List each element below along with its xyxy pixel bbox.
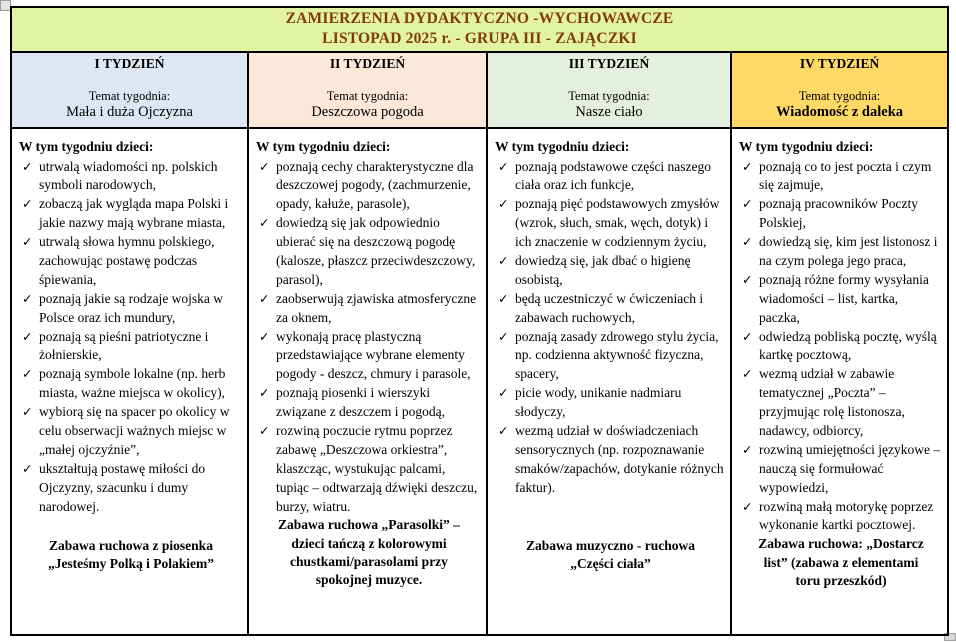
checklist-item-text: utrwalą wiadomości np. polskich symboli narodowych,	[39, 158, 218, 193]
checklist-item-text: poznają symbole lokalne (np. herb miasta, ważne miejsca w okolicy),	[39, 366, 226, 401]
week-header-row	[11, 52, 948, 128]
checklist-item	[739, 365, 943, 441]
week-4-activity: Zabawa ruchowa: „Dostarcz list” (zabawa z elementami toru przeszkód)	[758, 536, 924, 588]
week-4-name: IV TYDZIEŃ	[799, 55, 880, 71]
check-icon: ✓	[259, 329, 270, 344]
checklist-item-text: poznają podstawowe części naszego ciała oraz ich funkcje,	[515, 158, 712, 193]
check-icon: ✓	[742, 329, 753, 344]
document-title-line-2: LISTOPAD 2025 r. - GRUPA III - ZAJĄCZKI	[322, 29, 637, 47]
checklist-item-text: dowiedzą się jak odpowiednio ubierać się na deszczową pogodę (kalosze, płaszcz przeciwdeszczowy, parasol),	[276, 215, 476, 287]
week-body-row	[11, 128, 948, 635]
week-2-name: II TYDZIEŃ	[329, 55, 406, 71]
checklist-item-text: picie wody, unikanie nadmiaru słodyczy,	[515, 385, 682, 420]
checklist-item-text: poznają różne formy wysyłania wiadomości – list, kartka, paczka,	[759, 271, 929, 325]
check-icon: ✓	[742, 367, 753, 382]
checklist-item-text: poznają cechy charakterystyczne dla deszczowej pogody, (zachmurzenie, opady, kałuże, parasole),	[276, 158, 474, 212]
week-3-checklist	[495, 158, 726, 498]
checklist-item	[19, 233, 243, 290]
week-2-header-cell[interactable]	[248, 52, 487, 128]
checklist-item-text: dowiedzą się, jak dbać o higienę osobistą,	[515, 253, 691, 287]
checklist-item	[739, 328, 943, 366]
checklist-item-text: odwiedzą pobliską pocztę, wyślą kartkę pocztową,	[759, 328, 937, 363]
week-1-theme: Mała i duża Ojczyzna	[66, 103, 193, 120]
checklist-item	[739, 195, 943, 233]
check-icon: ✓	[22, 461, 33, 476]
document-title-line-1: ZAMIERZENIA DYDAKTYCZNO -WYCHOWAWCZE	[285, 10, 674, 27]
checklist-item	[495, 422, 726, 498]
week-3-theme-label: Temat tygodnia:	[568, 88, 650, 103]
check-icon: ✓	[259, 386, 270, 401]
week-3-name: III TYDZIEŃ	[568, 55, 650, 71]
check-icon: ✓	[22, 329, 33, 344]
checklist-item-text: wybiorą się na spacer po okolicy w celu obserwacji ważnych miejsc w „małej ojczyźnie”,	[39, 404, 230, 457]
week-1-checklist	[19, 158, 243, 517]
checklist-item-text: utrwalą słowa hymnu polskiego, zachowując postawę podczas śpiewania,	[39, 234, 215, 287]
check-icon: ✓	[498, 424, 509, 439]
checklist-item-text: poznają pracowników Poczty Polskiej,	[759, 196, 918, 231]
week-3-body-cell[interactable]	[487, 128, 731, 635]
week-3-theme: Nasze ciało	[575, 103, 643, 120]
checklist-item	[495, 290, 726, 328]
checklist-item	[739, 441, 943, 498]
check-icon: ✓	[498, 159, 509, 174]
document-title-cell[interactable]	[11, 7, 948, 52]
checklist-item	[739, 498, 943, 536]
checklist-item	[256, 422, 482, 516]
checklist-item	[19, 290, 243, 328]
check-icon: ✓	[742, 197, 753, 212]
checklist-item-text: poznają co to jest poczta i czym się zajmuje,	[759, 158, 932, 193]
checklist-item	[495, 252, 726, 290]
checklist-item	[256, 384, 482, 422]
checklist-item	[256, 158, 482, 215]
checklist-item-text: poznają jakie są rodzaje wojska w Polsce oraz ich mundury,	[39, 290, 224, 325]
week-1-intro: W tym tygodniu dzieci:	[19, 138, 154, 154]
week-2-intro: W tym tygodniu dzieci:	[256, 138, 391, 154]
checklist-item-text: wykonają pracę plastyczną przedstawiające wybrane elementy pogody - deszcz, chmury i parasole,	[276, 328, 471, 382]
week-4-intro: W tym tygodniu dzieci:	[739, 138, 874, 154]
checklist-item	[19, 365, 243, 403]
checklist-item	[495, 158, 726, 196]
check-icon: ✓	[259, 291, 270, 306]
checklist-item	[256, 290, 482, 328]
checklist-item	[739, 158, 943, 196]
week-4-body-cell[interactable]	[731, 128, 948, 635]
checklist-item	[19, 328, 243, 366]
checklist-item	[19, 195, 243, 233]
check-icon: ✓	[22, 367, 33, 382]
check-icon: ✓	[22, 235, 33, 250]
check-icon: ✓	[259, 424, 270, 439]
week-1-name: I TYDZIEŃ	[94, 55, 165, 71]
week-1-body-cell[interactable]	[11, 128, 248, 635]
week-4-checklist	[739, 158, 943, 536]
checklist-item	[19, 158, 243, 196]
week-2-theme: Deszczowa pogoda	[311, 103, 424, 120]
checklist-item-text: poznają pięć podstawowych zmysłów (wzrok, słuch, smak, węch, dotyk) i ich znaczenie w codziennym życiu,	[515, 196, 720, 250]
checklist-item-text: rozwiną umiejętności językowe – nauczą się formułować wypowiedzi,	[759, 441, 941, 495]
check-icon: ✓	[498, 386, 509, 401]
checklist-item-text: wezmą udział w zabawie tematycznej „Poczta” – przyjmując rolę listonosza, nadawcy, odbiorcy,	[759, 366, 905, 439]
checklist-item	[256, 214, 482, 290]
checklist-item-text: ukształtują postawę miłości do Ojczyzny, szacunku i dumy narodowej.	[39, 460, 206, 514]
checklist-item-text: poznają zasady zdrowego stylu życia, np. codzienna aktywność fizyczna, spacery,	[515, 328, 719, 382]
checklist-item-text: poznają są pieśni patriotyczne i żołnierskie,	[39, 328, 209, 363]
check-icon: ✓	[498, 329, 509, 344]
checklist-item	[739, 233, 943, 271]
week-4-theme: Wiadomość z daleka	[776, 103, 904, 120]
week-1-activity: Zabawa ruchowa z piosenka „Jesteśmy Polką i Polakiem”	[47, 538, 215, 572]
checklist-item	[495, 195, 726, 252]
checklist-item	[495, 328, 726, 385]
check-icon: ✓	[22, 159, 33, 174]
week-4-header-cell[interactable]	[731, 52, 948, 128]
check-icon: ✓	[742, 159, 753, 174]
check-icon: ✓	[498, 254, 509, 268]
check-icon: ✓	[22, 405, 33, 420]
week-2-theme-label: Temat tygodnia:	[326, 88, 409, 103]
checklist-item-text: wezmą udział w doświadczeniach sensorycznych (np. rozpoznawanie smaków/zapachów, dotykanie różnych faktur).	[515, 423, 724, 495]
week-3-activity: Zabawa muzyczno - ruchowa „Części ciała”	[525, 538, 696, 572]
checklist-item	[19, 403, 243, 460]
checklist-item-text: zobaczą jak wygląda mapa Polski i jakie nazwy mają wybrane miasta,	[39, 196, 229, 231]
checklist-item-text: rozwiną małą motorykę poprzez wykonanie kartki pocztowej.	[759, 498, 934, 533]
check-icon: ✓	[259, 216, 270, 231]
check-icon: ✓	[498, 197, 509, 212]
checklist-item	[495, 384, 726, 422]
check-icon: ✓	[742, 235, 753, 250]
check-icon: ✓	[22, 197, 33, 212]
week-2-checklist	[256, 158, 482, 517]
checklist-item	[739, 271, 943, 328]
weekly-plan-table	[10, 6, 949, 636]
week-4-theme-label: Temat tygodnia:	[798, 88, 881, 103]
week-3-header-cell[interactable]	[487, 52, 731, 128]
week-3-intro: W tym tygodniu dzieci:	[495, 138, 630, 154]
week-1-header-cell[interactable]	[11, 52, 248, 128]
title-row	[11, 7, 948, 52]
check-icon: ✓	[742, 499, 753, 514]
check-icon: ✓	[22, 291, 33, 306]
checklist-item-text: będą uczestniczyć w ćwiczeniach i zabawach ruchowych,	[515, 290, 704, 325]
checklist-item-text: zaobserwują zjawiska atmosferyczne za oknem,	[276, 290, 477, 325]
week-2-body-cell[interactable]	[248, 128, 487, 635]
checklist-item-text: poznają piosenki i wierszyki związane z deszczem i pogodą,	[276, 385, 446, 420]
checklist-item-text: dowiedzą się, kim jest listonosz i na czym polega jego praca,	[759, 234, 938, 268]
check-icon: ✓	[259, 159, 270, 174]
check-icon: ✓	[742, 272, 753, 287]
week-2-activity: Zabawa ruchowa „Parasolki” – dzieci tańczą z kolorowymi chustkami/parasolami przy spokojnej muzyce.	[278, 517, 460, 588]
checklist-item	[19, 460, 243, 517]
check-icon: ✓	[498, 291, 509, 306]
check-icon: ✓	[742, 442, 753, 457]
checklist-item	[256, 328, 482, 385]
week-1-theme-label: Temat tygodnia:	[88, 88, 171, 103]
checklist-item-text: rozwiną poczucie rytmu poprzez zabawę „Deszczowa orkiestra”, klaszcząc, wystukując palcami, tupiąc – odtwarzają dźwięki deszczu, burzy, wiatru.	[276, 423, 478, 514]
